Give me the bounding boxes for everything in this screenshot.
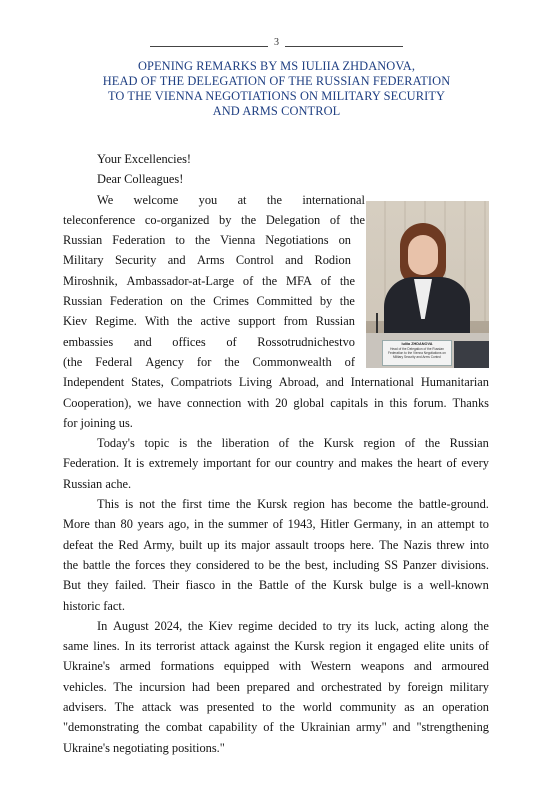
page-header <box>150 37 403 51</box>
text-line: Miroshnik, Ambassador-at-Large of the MFA of the <box>63 273 355 288</box>
title-line: OPENING REMARKS BY MS IULIIA ZHDANOVA, <box>137 59 416 73</box>
greeting: Your Excellencies! <box>97 152 192 166</box>
text-line: defeat the Red Army, built up its major assault troops here. The Nazis threw into <box>63 537 489 552</box>
text-line: historic fact. <box>63 598 125 613</box>
paragraph <box>63 190 489 434</box>
text-line: same lines. In its terrorist attack against the Kursk region it engaged elite units of <box>63 639 489 654</box>
text-line: Federation. It is extremely important for our country and makes the heart of every <box>63 456 489 471</box>
text-line: Independent States, Compatriots Living Abroad, and International Humanitarian <box>63 375 489 390</box>
header-rule-left <box>150 46 268 47</box>
title-line: AND ARMS CONTROL <box>212 104 341 118</box>
text-line: Military Security and Arms Control and Rodion <box>63 253 351 268</box>
text-line: teleconference co-organized by the Delegation of the <box>63 212 365 227</box>
title-line: HEAD OF THE DELEGATION OF THE RUSSIAN FEDERATION <box>102 74 451 88</box>
nameplate-name: Iuliia ZHDANOVA <box>401 342 433 346</box>
document-body <box>63 149 489 758</box>
text-line: Russian ache. <box>63 476 132 491</box>
text-line: (the Federal Agency for the Commonwealth of <box>63 354 355 369</box>
greeting: Dear Colleagues! <box>97 172 184 187</box>
header-rule-right <box>285 46 403 47</box>
text-line: the battle the forces they considered to be the best, including SS Panzer divisions. <box>63 557 489 572</box>
text-line: Russian Federation on the Crimes Committed by the <box>63 294 355 309</box>
text-line: We welcome you at the international <box>97 192 365 207</box>
text-line: Ukraine's armed formations equipped with Western weapons and armoured <box>63 659 489 674</box>
title-line: TO THE VIENNA NEGOTIATIONS ON MILITARY SECURITY <box>107 89 446 103</box>
paragraph <box>63 494 489 616</box>
text-line: More than 80 years ago, in the summer of 1943, Hitler Germany, in an attempt to <box>63 517 489 532</box>
text-line: But they failed. Their fiasco in the Battle of the Kursk bulge is a well-known <box>63 578 489 593</box>
text-line: for joining us. <box>63 415 133 430</box>
text-line: Russian Federation to the Vienna Negotiations on <box>63 233 351 248</box>
text-line: Today's topic is the liberation of the Kursk region of the Russian <box>97 436 489 451</box>
text-line: Kiev Regime. With the active support from Russian <box>63 314 355 329</box>
page-number: 3 <box>274 37 279 48</box>
nameplate-role: Head of the Delegation of the Russian Federation to the Vienna Negotiations on Military Security and Arms Control <box>388 346 446 359</box>
text-line: "demonstrating the combat capability of the Ukrainian army" and "strengthening <box>63 720 489 735</box>
document-title <box>60 59 493 119</box>
text-line: This is not the first time the Kursk region has become the battle-ground. <box>97 497 489 512</box>
text-line: embassies and offices of Rossotrudnichestvo <box>63 334 355 349</box>
text-line: vehicles. The incursion had been prepared and orchestrated by foreign military <box>63 679 489 694</box>
text-line: In August 2024, the Kiev regime decided to try its luck, acting along the <box>97 618 489 633</box>
paragraph <box>63 616 489 758</box>
text-line: Cooperation), we have connection with 20 global capitals in this forum. Thanks <box>63 395 489 410</box>
paragraph <box>63 433 489 494</box>
text-line: advisers. The attack was presented to the world community as an operation <box>63 700 489 715</box>
text-line: Ukraine's negotiating positions." <box>63 740 225 755</box>
